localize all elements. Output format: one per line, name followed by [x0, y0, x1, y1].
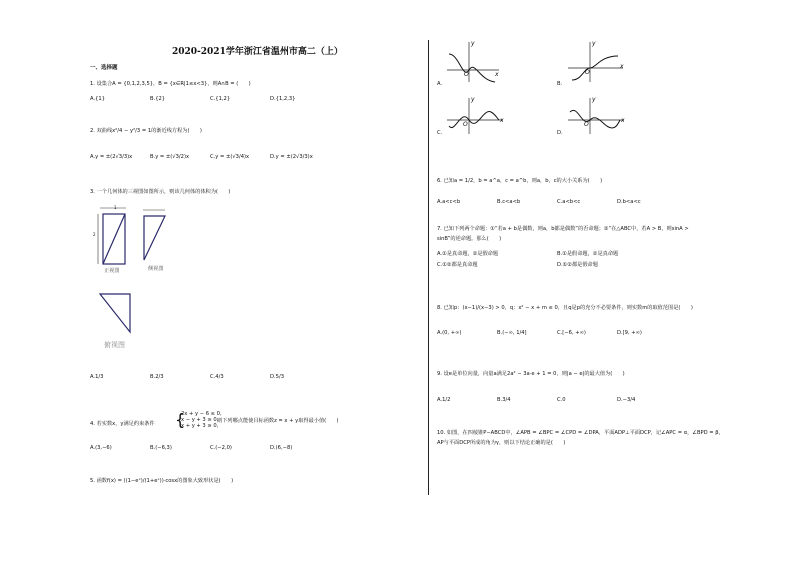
side-view-label: 侧视图 [148, 266, 164, 272]
dim-label-2: 2 [93, 232, 96, 237]
q2-stem: 2. 双曲线x²/4 − y²/3 = 1的渐近线方程为( ) [90, 128, 202, 134]
dim-label-1: 1 [114, 205, 117, 210]
q4-stem-tail: 则下列哪点能使目标函数z = x + y取得最小值( ) [217, 418, 339, 424]
top-view-drawing [100, 294, 130, 332]
q7-option-a[interactable]: A.①是真命题，②是假命题 [437, 251, 499, 257]
q8-option-b[interactable]: B.(−∞, 1/4] [497, 330, 527, 336]
q1-option-a[interactable]: A.{1} [90, 96, 106, 102]
q4-constraint-3: x + y + 3 ≥ 0, [181, 423, 219, 429]
q10-stem-line1: 10. 如图，在四棱锥P−ABCD中，∠APB = ∠BPC = ∠CPD = ∠DPA，平面ADP⊥平面DCP，记∠APC = α，∠BPD = β， [437, 430, 724, 436]
q7-stem-line2: sinB”的逆命题。那么( ) [437, 236, 502, 242]
q2-option-b[interactable]: B.y = ±(√3/2)x [150, 154, 190, 160]
graph-d-y-label: y [592, 96, 596, 103]
q1-option-c[interactable]: C.{1,2} [210, 96, 231, 102]
q1-option-b[interactable]: B.{2} [150, 96, 166, 102]
graph-option-a[interactable] [447, 40, 507, 85]
q2-option-a[interactable]: A.y = ±(2√3/3)x [90, 154, 133, 160]
graph-c-o-label: O [463, 121, 468, 128]
q2-option-c[interactable]: C.y = ±(√3/4)x [210, 154, 250, 160]
q6-option-d[interactable]: D.b<a<c [617, 199, 641, 205]
graph-label-d: D. [557, 130, 563, 136]
graph-c-y-label: y [471, 96, 475, 103]
q3-option-c[interactable]: C.4/3 [210, 374, 224, 380]
graph-label-b: B. [557, 81, 563, 87]
page-title: 2020-2021学年浙江省温州市高二（上） [172, 47, 343, 57]
q4-option-b[interactable]: B.(−6,3) [150, 445, 172, 451]
top-view-label: 俯视图 [104, 341, 125, 349]
graph-a-x-label: x [495, 71, 499, 78]
q1-option-d[interactable]: D.{1,2,3} [270, 96, 296, 102]
front-view-drawing [98, 208, 126, 264]
q8-option-d[interactable]: D.[9, +∞) [617, 330, 642, 336]
q10-stem-line2: AP与平面DCP所成的角为γ，则以下结论正确的是( ) [437, 440, 566, 446]
q4-brace: { [175, 410, 186, 429]
graph-b-o-label: O [585, 69, 590, 76]
q4-option-a[interactable]: A.(3,−6) [90, 445, 112, 451]
q7-option-b[interactable]: B.①是假命题，②是真命题 [557, 251, 619, 257]
graph-label-c: C. [437, 130, 443, 136]
graph-d-o-label: O [584, 121, 589, 128]
graph-a-o-label: O [464, 71, 469, 78]
q5-stem: 5. 函数f(x) = ((1−eˣ)/(1+eˣ))·cosx的图象大致形状是( ) [90, 478, 234, 484]
q2-option-d[interactable]: D.y = ±(2√3/3)x [270, 154, 313, 160]
q4-constraint-1: 2x + y − 6 ≤ 0, [181, 411, 222, 417]
q7-option-c[interactable]: C.①②都是真命题 [437, 262, 478, 268]
graph-option-d[interactable] [568, 98, 628, 138]
q7-option-d[interactable]: D.①②都是假命题 [557, 262, 598, 268]
section-heading: 一、选择题 [90, 65, 118, 71]
q7-stem-line1: 7. 已知下列两个命题：①“若a + b是偶数，则a，b都是偶数”的否命题；②“在△ABC中，若A > B，则sinA > [437, 226, 689, 232]
q3-stem: 3. 一个几何体的三视图如图所示，则该几何体的体积为( ) [90, 189, 231, 195]
q8-option-c[interactable]: C.[−6, +∞) [557, 330, 586, 336]
q4-stem: 4. 若实数x，y满足约束条件 [90, 421, 155, 427]
q9-option-d[interactable]: D.−3/4 [617, 397, 636, 403]
front-view-label: 正视图 [104, 268, 120, 274]
q1-stem: 1. 设集合A = {0,1,2,3,5}，B = {x∈R|1≤x<3}，则A∩B = ( ) [90, 81, 251, 87]
q3-option-d[interactable]: D.5/3 [270, 374, 284, 380]
q4-constraint-2: x − y + 3 ≥ 0, [181, 417, 219, 423]
side-view-drawing [143, 210, 165, 260]
q8-stem: 8. 已知p：(x−1)/(x−3) > 0，q：x² − x + m ≤ 0，且q是p的充分不必要条件，则实数m的取值范围是( ) [437, 305, 693, 311]
q9-option-b[interactable]: B.3/4 [497, 397, 511, 403]
q3-option-b[interactable]: B.2/3 [150, 374, 164, 380]
q9-option-c[interactable]: C.0 [557, 397, 566, 403]
column-divider [428, 40, 429, 495]
graph-a-y-label: y [471, 40, 475, 47]
q4-option-c[interactable]: C.(−2,0) [210, 445, 232, 451]
q6-option-c[interactable]: C.a<b<c [557, 199, 581, 205]
q6-option-a[interactable]: A.a<c<b [437, 199, 461, 205]
q4-option-d[interactable]: D.(6,−8) [270, 445, 293, 451]
graph-label-a: A. [437, 81, 443, 87]
q9-option-a[interactable]: A.1/2 [437, 397, 451, 403]
graph-d-x-label: x [621, 117, 625, 124]
graph-option-c[interactable] [447, 98, 507, 138]
graph-option-b[interactable] [568, 40, 628, 85]
q6-stem: 6. 已知a = 1/2，b = a^a，c = a^b，则a，b，c的大小关系为( ) [437, 178, 603, 184]
graph-c-x-label: x [500, 117, 504, 124]
q3-option-a[interactable]: A.1/3 [90, 374, 104, 380]
q8-option-a[interactable]: A.(0, +∞) [437, 330, 462, 336]
q9-stem: 9. 设e是单位向量，向量a满足2a² − 3a·e + 1 = 0，则|a − e|的最大值为( ) [437, 371, 625, 377]
q6-option-b[interactable]: B.c<a<b [497, 199, 521, 205]
graph-b-x-label: x [620, 63, 624, 70]
graph-b-y-label: y [592, 40, 596, 47]
